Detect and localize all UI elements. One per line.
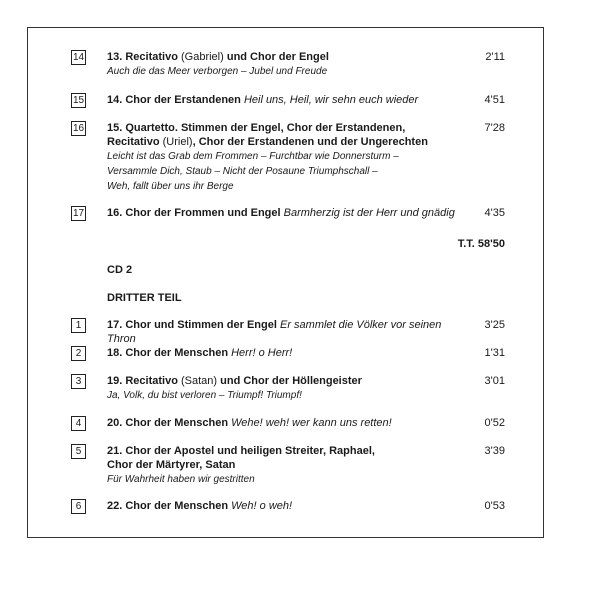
track-duration: 1'31 (484, 347, 505, 359)
track-title: 14. Chor der Erstandenen Heil uns, Heil, wir sehn euch wieder (107, 94, 419, 106)
track-subtitle: Für Wahrheit haben wir gestritten (107, 474, 255, 485)
track-duration: 4'51 (484, 94, 505, 106)
track-title: 16. Chor der Frommen und Engel Barmherzig ist der Herr und gnädig (107, 207, 455, 219)
track-body (107, 50, 467, 79)
tracklist-frame (27, 27, 544, 538)
track-duration: 3'01 (484, 375, 505, 387)
track-number: 6 (71, 499, 86, 514)
track-number: 3 (71, 374, 86, 389)
track-duration: 7'28 (484, 122, 505, 134)
track-body (107, 346, 467, 360)
track-body (107, 206, 467, 220)
track-duration: 0'53 (484, 500, 505, 512)
track-subtitle: Ja, Volk, du bist verloren – Triumpf! Triumpf! (107, 390, 302, 401)
track-duration: 3'39 (484, 445, 505, 457)
track-title: 18. Chor der Menschen Herr! o Herr! (107, 347, 293, 359)
track-subtitle: Auch die das Meer verborgen – Jubel und Freude (107, 66, 328, 77)
track-number: 1 (71, 318, 86, 333)
track-title-line2: Chor der Märtyrer, Satan (107, 459, 236, 471)
track-number: 17 (72, 208, 85, 219)
track-duration: 4'35 (484, 207, 505, 219)
track-body (107, 416, 467, 430)
track-body (107, 444, 467, 487)
part-label: DRITTER TEIL (107, 292, 182, 304)
track-number: 14 (72, 52, 85, 63)
track-subtitle: Versammle Dich, Staub – Nicht der Posaune Triumphschall – (107, 166, 378, 177)
track-body (107, 93, 467, 107)
track-title: 13. Recitativo (Gabriel) und Chor der Engel (107, 51, 329, 63)
track-title: 17. Chor und Stimmen der Engel Er sammlet die Völker vor seinen Thron (107, 319, 442, 345)
track-body (107, 318, 467, 346)
track-number: 16 (72, 123, 85, 134)
track-body (107, 499, 467, 513)
track-number: 2 (71, 346, 86, 361)
track-title: 21. Chor der Apostel und heiligen Streiter, Raphael, (107, 445, 375, 457)
track-duration: 0'52 (484, 417, 505, 429)
cd-label: CD 2 (107, 264, 133, 276)
track-duration: 3'25 (484, 319, 505, 331)
track-title-line2: Recitativo (Uriel), Chor der Erstandenen und der Ungerechten (107, 136, 428, 148)
track-subtitle: Leicht ist das Grab dem Frommen – Furchtbar wie Donnersturm – (107, 151, 399, 162)
track-body (107, 374, 467, 403)
track-subtitle: Weh, fallt über uns ihr Berge (107, 181, 234, 192)
track-title: 19. Recitativo (Satan) und Chor der Höllengeister (107, 375, 362, 387)
track-duration: 2'11 (485, 51, 505, 63)
track-body (107, 121, 467, 194)
total-time: T.T. 58'50 (457, 238, 505, 250)
track-number: 4 (71, 416, 86, 431)
track-title: 22. Chor der Menschen Weh! o weh! (107, 500, 293, 512)
track-title: 20. Chor der Menschen Wehe! weh! wer kann uns retten! (107, 417, 392, 429)
track-number: 15 (72, 95, 85, 106)
track-title: 15. Quartetto. Stimmen der Engel, Chor der Erstandenen, (107, 122, 406, 134)
track-number: 5 (71, 444, 86, 459)
